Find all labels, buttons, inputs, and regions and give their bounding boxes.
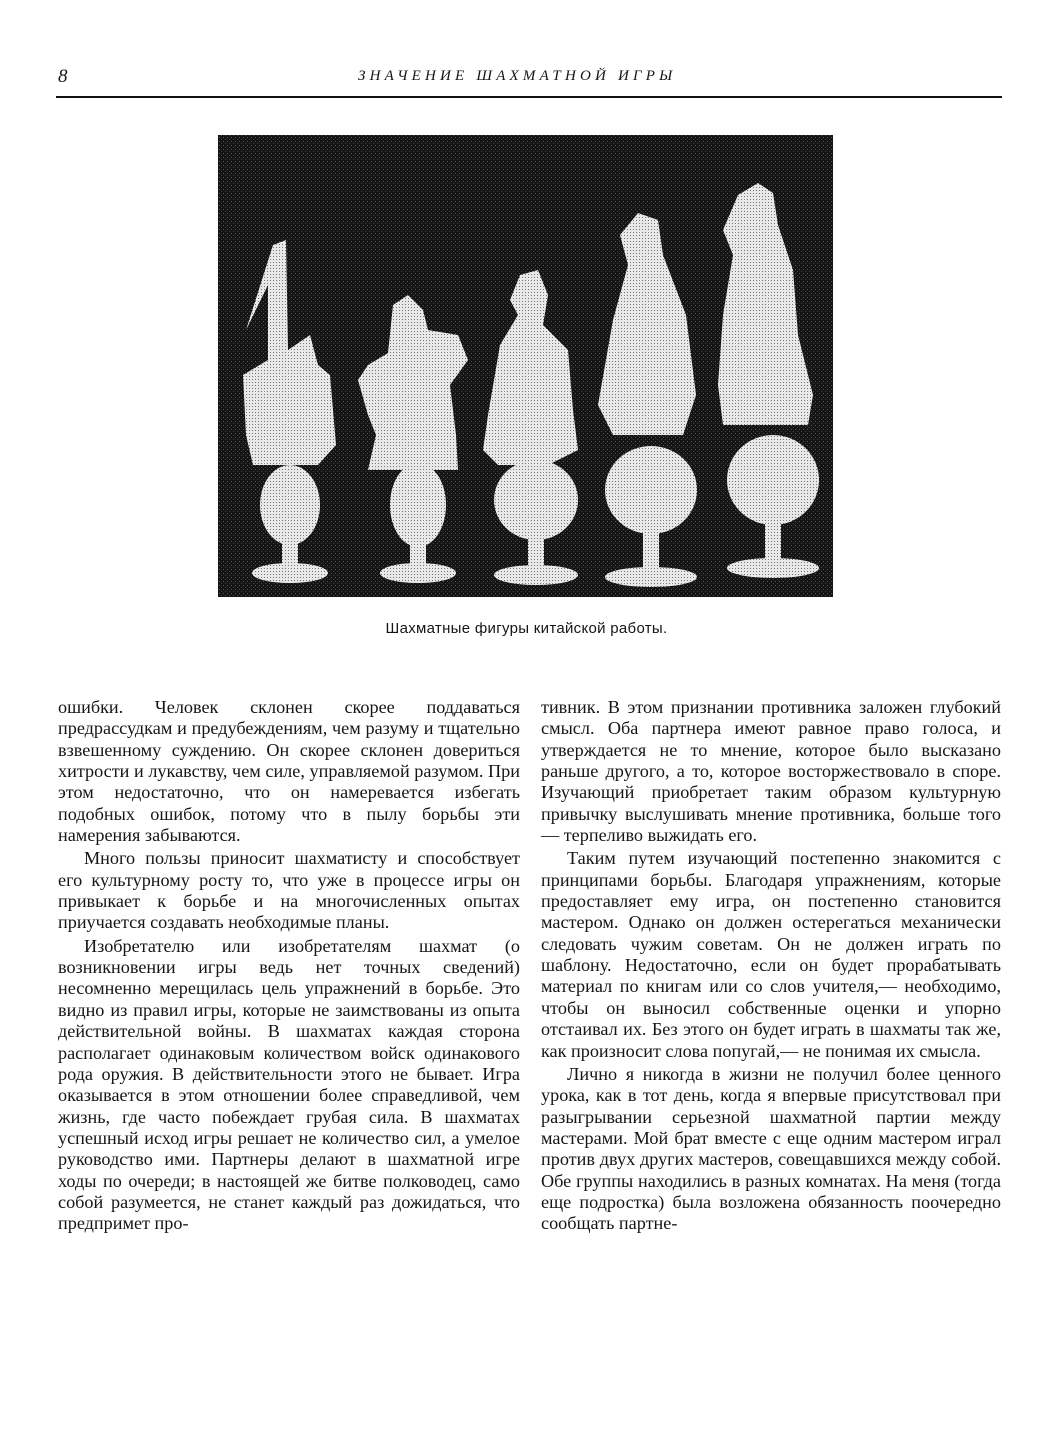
paragraph: тивник. В этом признании противника заложен глубокий смысл. Оба партнера имеют равное право голоса, и утверждается не то мнение, которое было высказано раньше другого, а то, которое восторжествовало в споре. Изучающий приобретает таким образом культурную привычку выслушивать мнение противника, больше того — терпеливо выжидать его. [541,697,1001,846]
page-number: 8 [58,66,68,87]
paragraph: Много пользы приносит шахматисту и способствует его культурному росту то, что уже в процессе игры он привыкает к борьбе и на многочисленных опытах приучается создавать необходимые планы. [58,848,520,933]
chess-pieces-photo [218,135,833,597]
paragraph: Лично я никогда в жизни не получил более ценного урока, как в тот день, когда я впервые присутствовал при разыгрывании серьезной шахматной партии между мастерами. Мой брат вместе с еще одним мастером играл против двух других мастеров, совещавшихся между собой. Обе группы находились в разных комнатах. На меня (тогда еще подростка) была возложена обязанность поочередно сообщать партне- [541,1063,1001,1234]
paragraph: ошибки. Человек склонен скорее поддаваться предрассудкам и предубеждениям, чем разуму и тщательно взвешенному суждению. Он скорее склонен довериться хитрости и лукавству, чем силе, управляемой разумом. При этом недостаточно, что он намеревается избегать подобных ошибок, потому что в пылу борьбы эти намерения забываются. [58,697,520,846]
figure-caption: Шахматные фигуры китайской работы. [385,620,668,637]
paragraph: Изобретателю или изобретателям шахмат (о возникновении игры ведь нет точных сведений) несомненно мерещилась цель упражнений в борьбе. Это видно из правил игры, которые не заимствованы из опыта действительной войны. В шахматах каждая сторона располагает одинаковым количеством войск одинакового рода оружия. В действительности этого не бывает. Игра оказывается в этом отношении более справедливой, чем жизнь, где часто побеждает грубая сила. В шахматах успешный исход игры решает не количество сил, а умелое руководство ими. Партнеры делают в шахматной игре ходы по очереди; в настоящей же битве полководец, само собой разумеется, не станет каждый раз дожидаться, что предпримет про- [58,935,520,1234]
page-header [58,66,1002,90]
right-column [541,697,1001,1235]
left-column [58,697,520,1235]
header-rule [56,96,1002,98]
paragraph: Таким путем изучающий постепенно знакомится с принципами борьбы. Благодаря упражнениям, которые предоставляет ему игра, он постепенно становится мастером. Однако он должен остерегаться механически следовать чужим советам. Он не должен играть по шаблону. Недостаточно, если он будет прорабатывать материал по книгам или со слов учителя,— необходимо, чтобы он выносил собственные оценки и упорно отстаивал их. Без этого он будет играть в шахматы так же, как произносит слова попугай,— не понимая их смысла. [541,848,1001,1061]
running-title: ЗНАЧЕНИЕ ШАХМАТНОЙ ИГРЫ [358,68,677,84]
